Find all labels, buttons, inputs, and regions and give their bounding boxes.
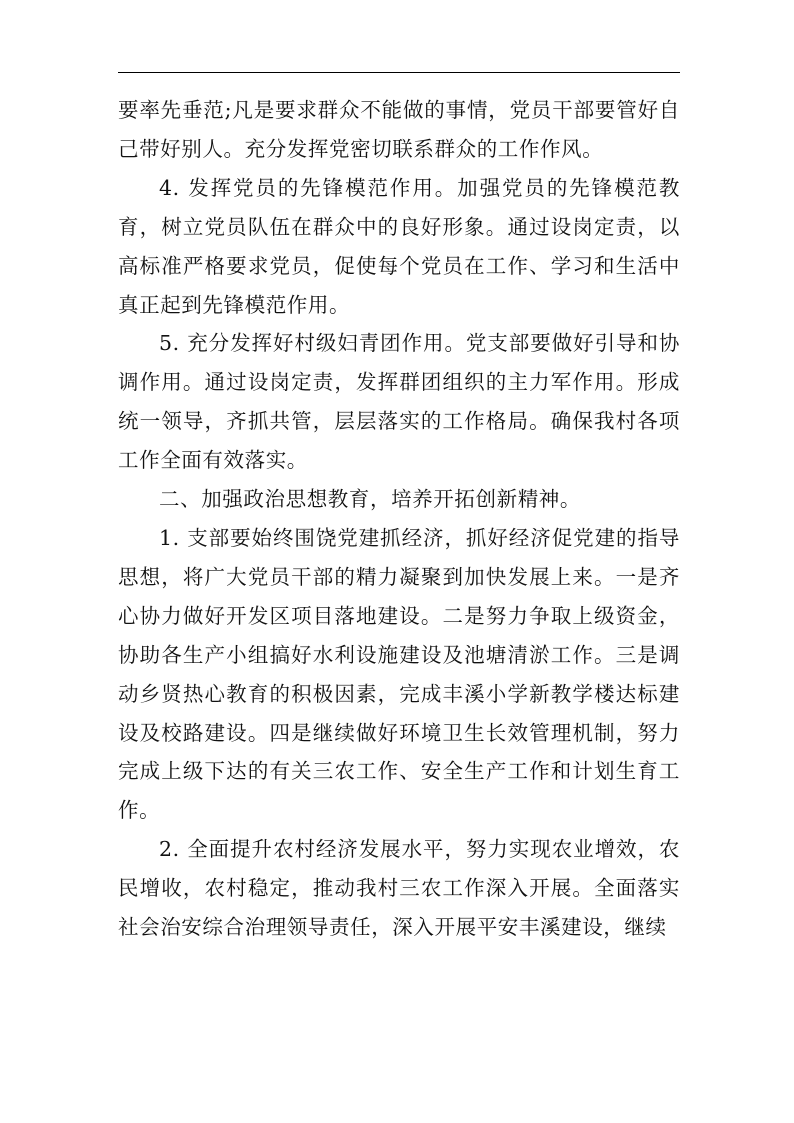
paragraph-4: 1. 支部要始终围饶党建抓经济，抓好经济促党建的指导思想，将广大党员干部的精力凝聚到加快发展上来。一是齐心协力做好开发区项目落地建设。二是努力争取上级资金，协助各生产小组搞好水利设施建设及池塘清淤工作。三是调动乡贤热心教育的积极因素，完成丰溪小学新教学楼达标建设及校路建设。四是继续做好环境卫生长效管理机制，努力完成上级下达的有关三农工作、安全生产工作和计划生育工作。: [118, 525, 680, 823]
section-heading: 二、加强政治思想教育，培养开拓创新精神。: [159, 487, 581, 512]
paragraph-3: 5. 充分发挥好村级妇青团作用。党支部要做好引导和协调作用。通过设岗定责，发挥群团组织的主力军作用。形成统一领导，齐抓共管，层层落实的工作格局。确保我村各项工作全面有效落实。: [118, 331, 680, 473]
paragraph-5: 2. 全面提升农村经济发展水平，努力实现农业增效，农民增收，农村稳定，推动我村三农工作深入开展。全面落实社会治安综合治理领导责任，深入开展平安丰溪建设，继续: [118, 837, 680, 940]
header-rule: [118, 72, 680, 73]
document-body: [118, 91, 680, 947]
paragraph-2: 4. 发挥党员的先锋模范作用。加强党员的先锋模范教育，树立党员队伍在群众中的良好形象。通过设岗定责，以高标准严格要求党员，促使每个党员在工作、学习和生活中真正起到先锋模范作用。: [118, 175, 680, 317]
paragraph-1: 要率先垂范;凡是要求群众不能做的事情，党员干部要管好自己带好别人。充分发挥党密切联系群众的工作作风。: [118, 98, 680, 161]
